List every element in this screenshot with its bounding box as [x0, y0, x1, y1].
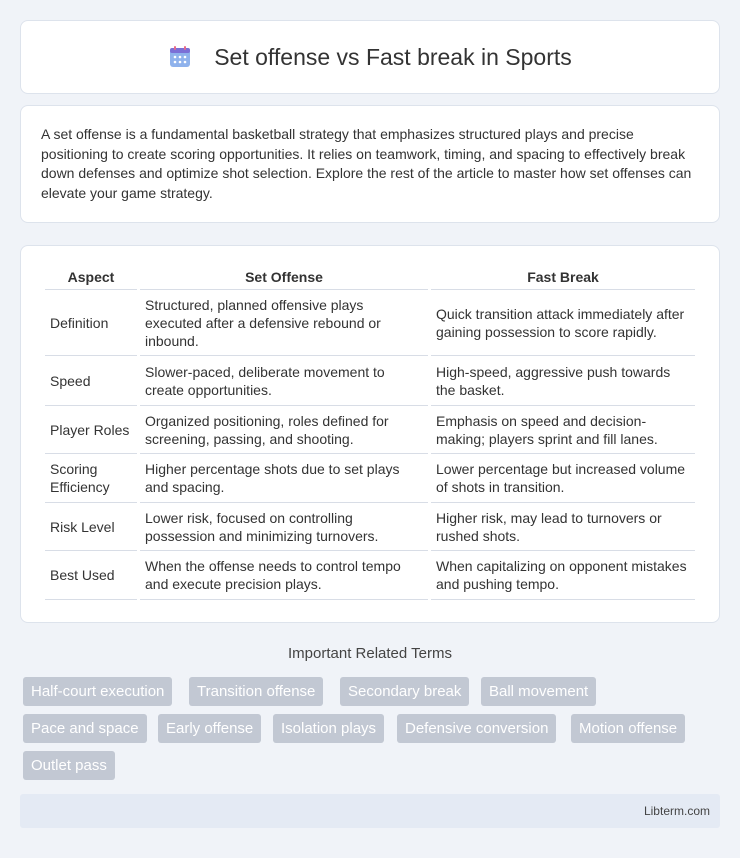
table-row	[45, 290, 695, 356]
footer	[20, 794, 720, 828]
aspect-cell: Scoring Efficiency	[45, 454, 137, 503]
set-offense-cell: When the offense needs to control tempo and execute precision plays.	[140, 551, 428, 600]
comparison-table-card	[20, 245, 720, 623]
aspect-cell: Risk Level	[45, 503, 137, 551]
fast-break-cell: High-speed, aggressive push towards the basket.	[431, 356, 695, 406]
aspect-cell: Player Roles	[45, 406, 137, 454]
related-term-tag[interactable]: Defensive conversion	[397, 714, 556, 743]
aspect-cell: Best Used	[45, 551, 137, 600]
fast-break-cell: Emphasis on speed and decision-making; players sprint and fill lanes.	[431, 406, 695, 454]
fast-break-cell: When capitalizing on opponent mistakes and pushing tempo.	[431, 551, 695, 600]
table-row	[45, 406, 695, 454]
aspect-cell: Definition	[45, 290, 137, 356]
set-offense-cell: Organized positioning, roles defined for screening, passing, and shooting.	[140, 406, 428, 454]
table-row	[45, 551, 695, 600]
header-aspect: Aspect	[45, 266, 137, 290]
intro-card	[20, 105, 720, 223]
set-offense-cell: Structured, planned offensive plays executed after a defensive rebound or inbound.	[140, 290, 428, 356]
set-offense-cell: Higher percentage shots due to set plays and spacing.	[140, 454, 428, 503]
related-term-tag[interactable]: Motion offense	[571, 714, 685, 743]
title-card	[20, 20, 720, 94]
page-title: Set offense vs Fast break in Sports	[214, 43, 572, 70]
related-term-tag[interactable]: Outlet pass	[23, 751, 115, 780]
related-term-tag[interactable]: Half-court execution	[23, 677, 172, 706]
set-offense-cell: Slower-paced, deliberate movement to create opportunities.	[140, 356, 428, 406]
table-row	[45, 503, 695, 551]
set-offense-cell: Lower risk, focused on controlling possession and minimizing turnovers.	[140, 503, 428, 551]
calendar-icon	[168, 45, 192, 69]
related-term-tag[interactable]: Transition offense	[189, 677, 323, 706]
related-term-tag[interactable]: Secondary break	[340, 677, 469, 706]
related-term-tag[interactable]: Isolation plays	[273, 714, 384, 743]
related-term-tag[interactable]: Early offense	[158, 714, 261, 743]
header-fast-break: Fast Break	[431, 266, 695, 290]
related-terms-title: Important Related Terms	[288, 645, 452, 662]
footer-site-link[interactable]: Libterm.com	[643, 804, 710, 818]
related-term-tag[interactable]: Ball movement	[481, 677, 596, 706]
fast-break-cell: Quick transition attack immediately after gaining possession to score rapidly.	[431, 290, 695, 356]
table-row	[45, 356, 695, 406]
fast-break-cell: Higher risk, may lead to turnovers or rushed shots.	[431, 503, 695, 551]
aspect-cell: Speed	[45, 356, 137, 406]
intro-text: A set offense is a fundamental basketball strategy that emphasizes structured plays and precise positioning to create scoring opportunities. It relies on teamwork, timing, and spacing to effectively break down defenses and optimize shot selection. Explore the rest of the article to master how set offenses can elevate your game strategy.	[41, 126, 692, 201]
table-header-row	[45, 266, 695, 290]
table-row	[45, 454, 695, 503]
comparison-table	[42, 266, 698, 600]
fast-break-cell: Lower percentage but increased volume of shots in transition.	[431, 454, 695, 503]
header-set-offense: Set Offense	[140, 266, 428, 290]
related-term-tag[interactable]: Pace and space	[23, 714, 147, 743]
